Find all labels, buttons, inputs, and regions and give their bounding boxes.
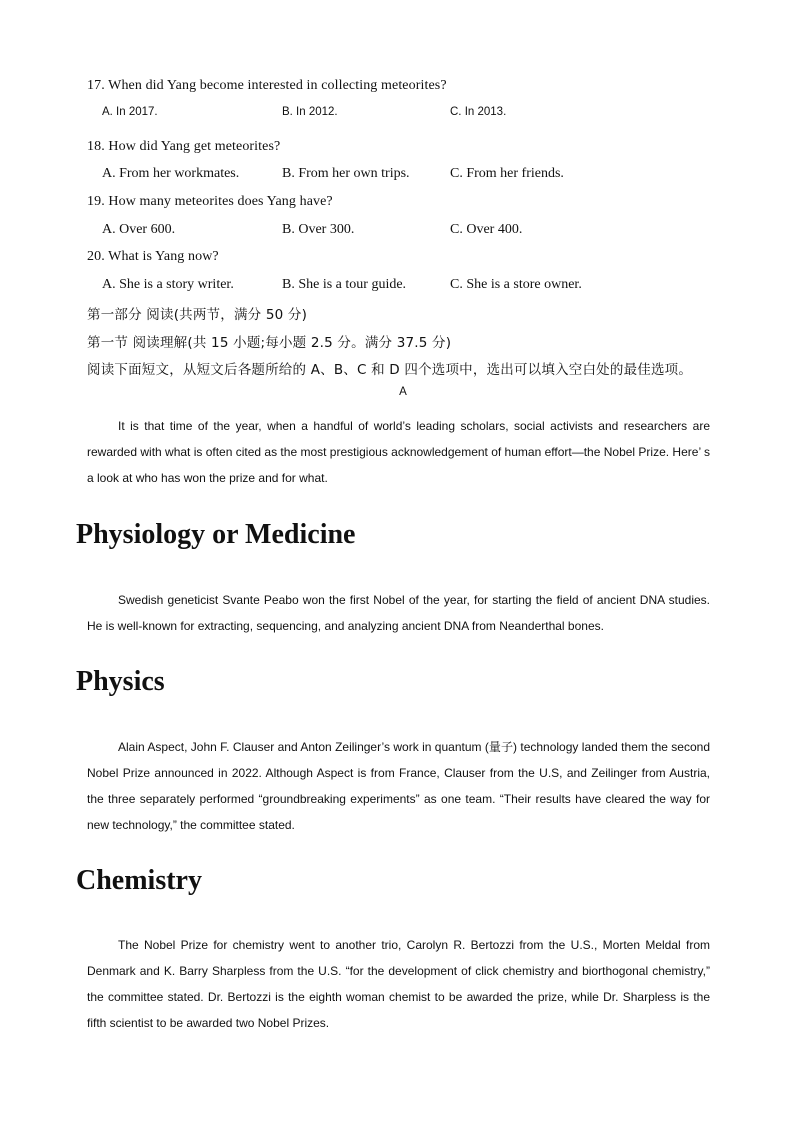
question-20-option-b: B. She is a tour guide.	[282, 277, 407, 292]
passage-label: A	[399, 386, 407, 398]
question-18-option-a: A. From her workmates.	[102, 166, 240, 181]
question-18-option-b: B. From her own trips.	[282, 166, 410, 181]
section-instruction: 阅读下面短文，从短文后各题所给的 A、B、C 和 D 四个选项中，选出可以填入空白处的最佳选项。	[87, 362, 693, 378]
body-chemistry: The Nobel Prize for chemistry went to another trio, Carolyn R. Bertozzi from the U.S., Morten Meldal from Denmark and K. Barry Sharpless from the U.S. “for the development of click chemistry and biorthogonal chemistry,” the committee stated. Dr. Bertozzi is the eighth woman chemist to be awarded the prize, while Dr. Sharpless is the fifth scientist to be awarded two Nobel Prizes.	[87, 938, 710, 1030]
heading-physics: Physics	[76, 666, 165, 697]
question-20-option-c: C. She is a store owner.	[450, 277, 582, 292]
section-part-title: 第一部分 阅读(共两节，满分 50 分)	[87, 307, 308, 323]
question-17-stem: 17. When did Yang become interested in collecting meteorites?	[87, 78, 447, 93]
heading-chemistry: Chemistry	[76, 865, 202, 896]
question-18-option-c: C. From her friends.	[450, 166, 564, 181]
question-19-option-a: A. Over 600.	[102, 222, 176, 237]
heading-physiology-medicine: Physiology or Medicine	[76, 519, 356, 550]
question-19-option-b: B. Over 300.	[282, 222, 355, 237]
question-18-stem: 18. How did Yang get meteorites?	[87, 139, 281, 154]
body-physiology-medicine: Swedish geneticist Svante Peabo won the first Nobel of the year, for starting the field of ancient DNA studies. He is well-known for extracting, sequencing, and analyzing ancient DNA from Neanderthal bones.	[87, 593, 710, 633]
question-17-option-c: C. In 2013.	[450, 106, 507, 118]
question-17-option-a: A. In 2017.	[102, 106, 158, 118]
question-20-stem: 20. What is Yang now?	[87, 249, 219, 264]
question-19-option-c: C. Over 400.	[450, 222, 523, 237]
section-subsection-title: 第一节 阅读理解(共 15 小题;每小题 2.5 分。满分 37.5 分)	[87, 335, 452, 351]
question-19-stem: 19. How many meteorites does Yang have?	[87, 194, 333, 209]
question-17-option-b: B. In 2012.	[282, 106, 338, 118]
article-intro: It is that time of the year, when a handful of world’s leading scholars, social activists and researchers are rewarded with what is often cited as the most prestigious acknowledgement of human effort—the Nobel Prize. Here’ s a look at who has won the prize and for what.	[87, 419, 710, 485]
question-20-option-a: A. She is a story writer.	[102, 277, 234, 292]
body-physics: Alain Aspect, John F. Clauser and Anton Zeilinger’s work in quantum (量子) technology landed them the second Nobel Prize announced in 2022. Although Aspect is from France, Clauser from the U.S, and Zeilinger from Austria, the three separately performed “groundbreaking experiments” as one team. “Their results have cleared the way for new technology,” the committee stated.	[87, 740, 710, 832]
